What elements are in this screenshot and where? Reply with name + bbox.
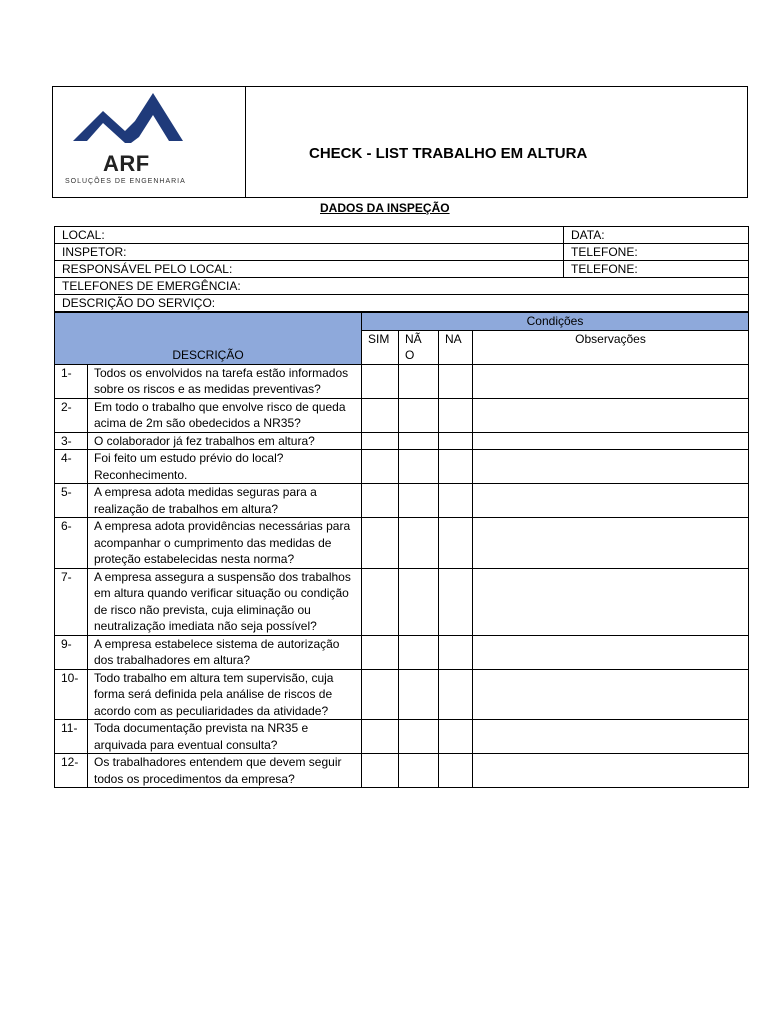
sim-checkbox[interactable]	[362, 754, 399, 788]
sim-checkbox[interactable]	[362, 518, 399, 569]
col-observations-header: Observações	[473, 330, 749, 364]
item-description: A empresa adota medidas seguras para a realização de trabalhos em altura?	[88, 484, 362, 518]
sim-checkbox[interactable]	[362, 720, 399, 754]
item-description: A empresa adota providências necessárias para acompanhar o cumprimento das medidas de proteção estabelecidas nesta norma?	[88, 518, 362, 569]
item-number: 10-	[55, 669, 88, 720]
info-row	[55, 278, 749, 295]
na-checkbox[interactable]	[439, 450, 473, 484]
na-checkbox[interactable]	[439, 398, 473, 432]
table-row	[55, 398, 749, 432]
observations-field[interactable]	[473, 518, 749, 569]
nao-checkbox[interactable]	[399, 484, 439, 518]
sim-checkbox[interactable]	[362, 432, 399, 450]
item-description: O colaborador já fez trabalhos em altura?	[88, 432, 362, 450]
date-field[interactable]: DATA:	[564, 227, 749, 244]
conditions-header: Condições	[362, 313, 749, 331]
logo-subtitle: SOLUÇÕES DE ENGENHARIA	[65, 178, 186, 185]
info-row	[55, 244, 749, 261]
item-number: 4-	[55, 450, 88, 484]
observations-field[interactable]	[473, 484, 749, 518]
info-row	[55, 295, 749, 312]
col-na-header: NA	[439, 330, 473, 364]
mountain-logo-icon	[73, 93, 183, 153]
na-checkbox[interactable]	[439, 518, 473, 569]
local-field[interactable]: LOCAL:	[55, 227, 564, 244]
nao-checkbox[interactable]	[399, 518, 439, 569]
header-box	[52, 86, 748, 198]
table-row	[55, 364, 749, 398]
item-description: Todo trabalho em altura tem supervisão, cuja forma será definida pela análise de riscos de acordo com as peculiaridades da atividade?	[88, 669, 362, 720]
nao-checkbox[interactable]	[399, 720, 439, 754]
table-row	[55, 754, 749, 788]
sim-checkbox[interactable]	[362, 398, 399, 432]
nao-checkbox[interactable]	[399, 754, 439, 788]
nao-checkbox[interactable]	[399, 450, 439, 484]
sim-checkbox[interactable]	[362, 484, 399, 518]
responsible-field[interactable]: RESPONSÁVEL PELO LOCAL:	[55, 261, 564, 278]
observations-field[interactable]	[473, 754, 749, 788]
table-row	[55, 568, 749, 635]
na-checkbox[interactable]	[439, 720, 473, 754]
inspection-info-table	[54, 226, 749, 312]
observations-field[interactable]	[473, 568, 749, 635]
na-checkbox[interactable]	[439, 635, 473, 669]
sim-checkbox[interactable]	[362, 364, 399, 398]
company-logo	[53, 87, 246, 197]
nao-checkbox[interactable]	[399, 398, 439, 432]
section-title: DADOS DA INSPEÇÃO	[320, 201, 450, 215]
observations-field[interactable]	[473, 450, 749, 484]
item-number: 1-	[55, 364, 88, 398]
nao-checkbox[interactable]	[399, 364, 439, 398]
table-row	[55, 635, 749, 669]
table-row	[55, 450, 749, 484]
item-number: 2-	[55, 398, 88, 432]
na-checkbox[interactable]	[439, 364, 473, 398]
item-description: A empresa estabelece sistema de autorização dos trabalhadores em altura?	[88, 635, 362, 669]
item-number: 5-	[55, 484, 88, 518]
sim-checkbox[interactable]	[362, 568, 399, 635]
table-row	[55, 669, 749, 720]
nao-checkbox[interactable]	[399, 432, 439, 450]
info-row	[55, 227, 749, 244]
sim-checkbox[interactable]	[362, 669, 399, 720]
table-row	[55, 484, 749, 518]
nao-checkbox[interactable]	[399, 669, 439, 720]
inspector-field[interactable]: INSPETOR:	[55, 244, 564, 261]
na-checkbox[interactable]	[439, 754, 473, 788]
item-description: Todos os envolvidos na tarefa estão informados sobre os riscos e as medidas preventivas?	[88, 364, 362, 398]
phone-field[interactable]: TELEFONE:	[564, 244, 749, 261]
logo-name: ARF	[103, 151, 150, 176]
observations-field[interactable]	[473, 432, 749, 450]
emergency-phones-field[interactable]: TELEFONES DE EMERGÊNCIA:	[55, 278, 749, 295]
observations-field[interactable]	[473, 635, 749, 669]
item-number: 7-	[55, 568, 88, 635]
table-row	[55, 720, 749, 754]
item-number: 12-	[55, 754, 88, 788]
nao-checkbox[interactable]	[399, 635, 439, 669]
item-number: 11-	[55, 720, 88, 754]
na-checkbox[interactable]	[439, 484, 473, 518]
na-checkbox[interactable]	[439, 669, 473, 720]
observations-field[interactable]	[473, 364, 749, 398]
sim-checkbox[interactable]	[362, 450, 399, 484]
sim-checkbox[interactable]	[362, 635, 399, 669]
item-description: Foi feito um estudo prévio do local? Reconhecimento.	[88, 450, 362, 484]
item-description: Em todo o trabalho que envolve risco de queda acima de 2m são obedecidos a NR35?	[88, 398, 362, 432]
responsible-phone-field[interactable]: TELEFONE:	[564, 261, 749, 278]
item-description: A empresa assegura a suspensão dos trabalhos em altura quando verificar situação ou condição de risco não prevista, cuja eliminação ou neutralização imediata não seja possível?	[88, 568, 362, 635]
item-description: Toda documentação prevista na NR35 e arquivada para eventual consulta?	[88, 720, 362, 754]
observations-field[interactable]	[473, 398, 749, 432]
na-checkbox[interactable]	[439, 568, 473, 635]
item-number: 9-	[55, 635, 88, 669]
nao-checkbox[interactable]	[399, 568, 439, 635]
description-header: DESCRIÇÃO	[55, 313, 362, 365]
document-title: CHECK - LIST TRABALHO EM ALTURA	[309, 145, 588, 162]
table-row	[55, 432, 749, 450]
observations-field[interactable]	[473, 720, 749, 754]
service-description-field[interactable]: DESCRIÇÃO DO SERVIÇO:	[55, 295, 749, 312]
item-number: 6-	[55, 518, 88, 569]
col-nao-header: NÃ O	[399, 330, 439, 364]
col-sim-header: SIM	[362, 330, 399, 364]
na-checkbox[interactable]	[439, 432, 473, 450]
info-row	[55, 261, 749, 278]
observations-field[interactable]	[473, 669, 749, 720]
item-description: Os trabalhadores entendem que devem seguir todos os procedimentos da empresa?	[88, 754, 362, 788]
checklist-table	[54, 312, 749, 788]
table-row	[55, 518, 749, 569]
item-number: 3-	[55, 432, 88, 450]
